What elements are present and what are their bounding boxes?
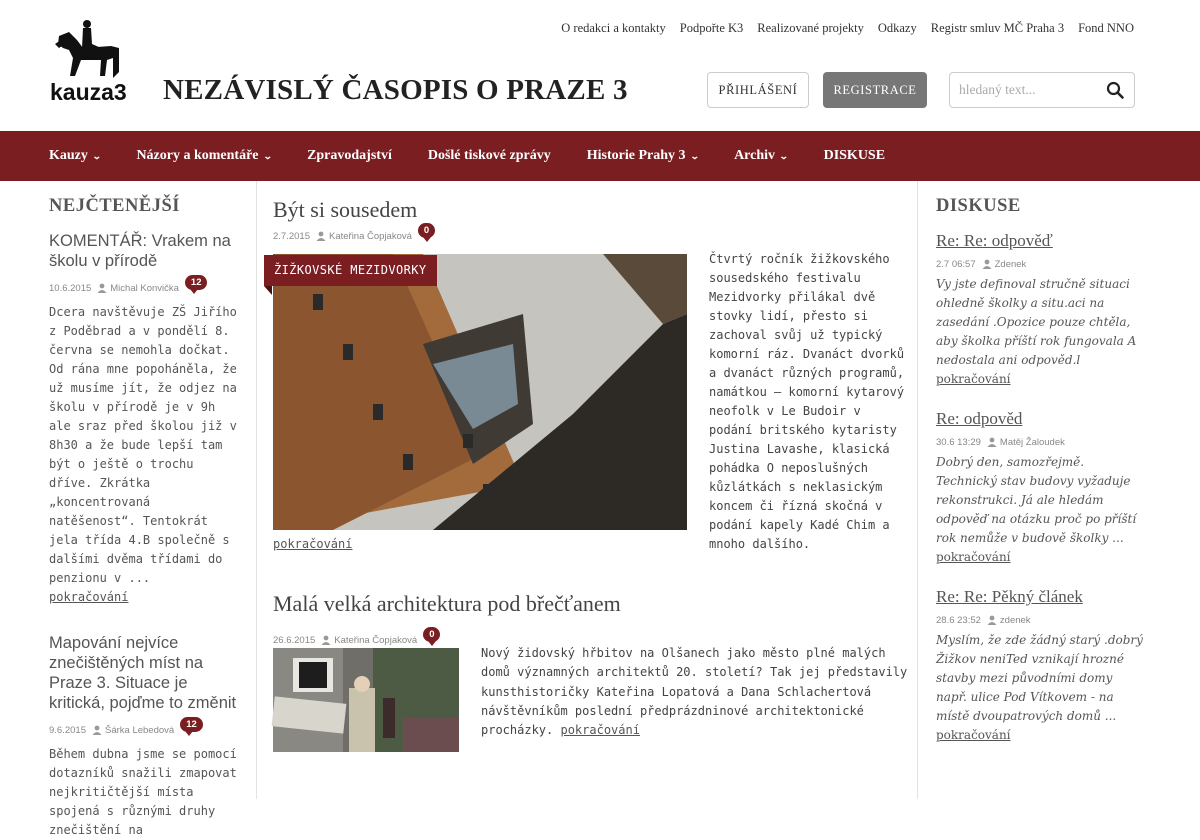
post-thumbnail[interactable]	[273, 648, 459, 752]
search-icon[interactable]	[1106, 81, 1124, 103]
author-name: Matěj Žaloudek	[999, 436, 1065, 448]
post-date: 2.7.2015	[273, 230, 310, 242]
author-name: Michal Konvička	[110, 282, 179, 294]
article-title-link[interactable]: KOMENTÁŘ: Vrakem na školu v přírodě	[49, 232, 231, 270]
top-link-about[interactable]: O redakci a kontakty	[561, 21, 666, 35]
read-more-link[interactable]: pokračování	[936, 728, 1011, 742]
read-more-link[interactable]: pokračování	[560, 723, 640, 738]
main-content	[256, 181, 918, 799]
most-read-sidebar	[49, 196, 241, 840]
search-input[interactable]	[959, 82, 1099, 98]
comment-date: 28.6 23:52	[936, 614, 981, 626]
read-more-link[interactable]: pokračování	[273, 537, 353, 551]
post-title-link[interactable]: Být si sousedem	[273, 197, 418, 222]
user-icon	[92, 725, 102, 735]
nav-label: Historie Prahy 3	[586, 148, 686, 163]
comment-text	[936, 275, 1146, 389]
comment-date: 30.6 13:29	[936, 436, 981, 448]
comment-count-badge[interactable]: 12	[180, 717, 203, 732]
article-date: 9.6.2015	[49, 724, 86, 736]
discussion-item	[936, 587, 1146, 745]
article-excerpt: Během dubna jsme se pomocí dotazníků snažili zmapovat nejkritičtější místa spojená s různými druhy znečištění na	[49, 747, 237, 837]
user-icon	[987, 437, 997, 447]
site-logo[interactable]	[49, 18, 133, 104]
post-meta	[273, 224, 435, 244]
nav-label: Zpravodajství	[307, 148, 392, 163]
read-more-link[interactable]: pokračování	[49, 590, 129, 604]
post-author	[321, 635, 417, 646]
post-author	[316, 231, 412, 242]
post-title-link[interactable]: Malá velká architektura pod břečťanem	[273, 591, 621, 616]
nav-label: Názory a komentáře	[136, 148, 259, 163]
comment-text	[936, 631, 1146, 745]
top-links	[561, 21, 1134, 36]
comment-count-badge[interactable]: 0	[423, 627, 440, 642]
discussion-meta	[936, 434, 1146, 450]
post-date: 26.6.2015	[273, 634, 316, 646]
article-meta	[49, 718, 241, 738]
horse-rider-logo-icon	[49, 18, 133, 104]
post-excerpt	[481, 644, 911, 740]
nav-label: Archiv	[734, 148, 776, 163]
nav-label: Došlé tiskové zprávy	[427, 148, 551, 163]
user-icon	[97, 283, 107, 293]
article-author	[97, 283, 179, 294]
article-author	[92, 725, 174, 736]
comment-date: 2.7 06:57	[936, 258, 976, 270]
nav-item-press-releases[interactable]	[428, 148, 551, 164]
user-icon	[316, 231, 326, 241]
read-more-link[interactable]: pokračování	[936, 550, 1011, 564]
comment-author	[982, 259, 1027, 270]
chevron-down-icon: ⌄	[778, 150, 789, 161]
nav-label: DISKUSE	[823, 148, 886, 163]
article-meta	[49, 276, 241, 296]
discussion-title-link[interactable]: Re: Re: Pěkný článek	[936, 587, 1083, 606]
excerpt-text: Dcera navštěvuje ZŠ Jiřího z Poděbrad a v pondělí 8. června se nemohla dočkat. Od rána mne popoháněla, že už musíme jít, že odjez na školu v přírodě je v 9h ale sraz před školou již v 8h30 a že bude lepší tam být o ještě o trochu dříve. Zkrátka „koncentrovaná natěšenost“. Tentokrát jela třída 4.B společně s dalšími dvěma třídami do penzionu v ...	[49, 305, 237, 585]
top-link-contract-registry[interactable]: Registr smluv MČ Praha 3	[930, 21, 1065, 35]
top-link-projects[interactable]: Realizované projekty	[757, 21, 864, 35]
category-label[interactable]: ŽIŽKOVSKÉ MEZIDVORKY	[264, 255, 437, 286]
discussion-sidebar	[936, 196, 1146, 745]
nav-item-archive[interactable]	[734, 148, 788, 164]
comment-body: Myslím, že zde žádný starý .dobrý Žižkov neniTed vznikají hrozné stavby mezi původními domy např. ulice Pod Vítkovem - na místě dvoupatrových domů ...	[936, 633, 1143, 723]
comment-count-badge[interactable]: 0	[418, 223, 435, 238]
chevron-down-icon: ⌄	[689, 150, 700, 161]
register-button[interactable]: REGISTRACE	[823, 72, 927, 108]
author-name: Kateřina Čopjaková	[328, 230, 412, 242]
nav-item-history[interactable]	[587, 148, 698, 164]
logo-wordmark: kauza3	[50, 79, 127, 105]
author-name: zdenek	[999, 614, 1031, 626]
post-image[interactable]	[273, 254, 687, 530]
discussion-title-link[interactable]: Re: odpověd	[936, 409, 1023, 428]
article-excerpt	[49, 303, 241, 607]
comment-author	[987, 615, 1031, 626]
discussion-title-link[interactable]: Re: Re: odpověď	[936, 231, 1053, 250]
comment-count-badge[interactable]: 12	[185, 275, 208, 290]
comment-author	[987, 437, 1065, 448]
post-meta	[273, 628, 440, 648]
login-button[interactable]: PŘIHLÁŠENÍ	[707, 72, 809, 108]
post-text: Nový židovský hřbitov na Olšanech jako město plné malých domů významných architektů 20. století? Tak jej představily kunsthistoričky Kateřina Lopatová a Dana Schlachertová návštěvníkům poslední předprázdninové architektonické procházky.	[481, 646, 908, 738]
section-heading: NEJČTENĚJŠÍ	[49, 196, 180, 216]
discussion-item	[936, 409, 1146, 567]
comment-text	[936, 453, 1146, 567]
top-link-links[interactable]: Odkazy	[877, 21, 917, 35]
nav-item-news[interactable]	[307, 148, 392, 164]
user-icon	[321, 635, 331, 645]
search-box	[949, 72, 1135, 108]
post-excerpt: Čtvrtý ročník žižkovského sousedského festivalu Mezidvorky přilákal dvě stovky lidí, přesto si zachoval svůj už typický komorní ráz. Dvanáct dvorků a dvanáct různých programů, namátkou – komorní kytarový neofolk v Le Budoir v podání britského kytaristy Justina Lavashe, klasická pohádka O neposlušných kůzlátkách s neklasickým koncem či řízná skočná v podání kapely Kadé Chim a mnoho dalšího.	[709, 252, 905, 551]
nav-item-discussion[interactable]	[824, 148, 885, 164]
user-icon	[987, 615, 997, 625]
top-link-fund[interactable]: Fond NNO	[1078, 21, 1134, 35]
user-icon	[982, 259, 992, 269]
chevron-down-icon: ⌄	[262, 150, 273, 161]
author-name: Kateřina Čopjaková	[334, 634, 418, 646]
comment-body: Dobrý den, samozřejmě. Technický stav budovy vyžaduje rekonstrukci. Já ale hledám odpověď na otázku proč po příští rok nemůže v budově školky ...	[936, 455, 1137, 545]
discussion-meta	[936, 256, 1146, 272]
nav-item-opinions[interactable]	[136, 148, 271, 164]
section-heading: DISKUSE	[936, 196, 1021, 216]
nav-label: Kauzy	[49, 148, 88, 163]
author-name: Šárka Lebedová	[104, 724, 175, 736]
article-date: 10.6.2015	[49, 282, 92, 294]
list-item	[49, 633, 241, 840]
comment-body: Vy jste definoval stručně situaci ohledně školky a situ.aci na zasedání .Opozice pouze chtěla, aby školka příští rok fungovala A nedostala ani odpověd.l	[936, 277, 1137, 367]
top-link-support[interactable]: Podpořte K3	[679, 21, 744, 35]
discussion-item	[936, 231, 1146, 389]
nav-item-kauzy[interactable]	[49, 148, 100, 164]
list-item	[49, 231, 241, 607]
discussion-meta	[936, 612, 1146, 628]
main-nav	[0, 131, 1200, 181]
read-more-link[interactable]: pokračování	[936, 372, 1011, 386]
author-name: Zdenek	[994, 258, 1027, 270]
chevron-down-icon: ⌄	[91, 150, 102, 161]
article-title-link[interactable]: Mapování nejvíce znečištěných míst na Praze 3. Situace je kritická, pojďme to změnit	[49, 634, 237, 712]
site-title: NEZÁVISLÝ ČASOPIS O PRAZE 3	[163, 74, 628, 106]
